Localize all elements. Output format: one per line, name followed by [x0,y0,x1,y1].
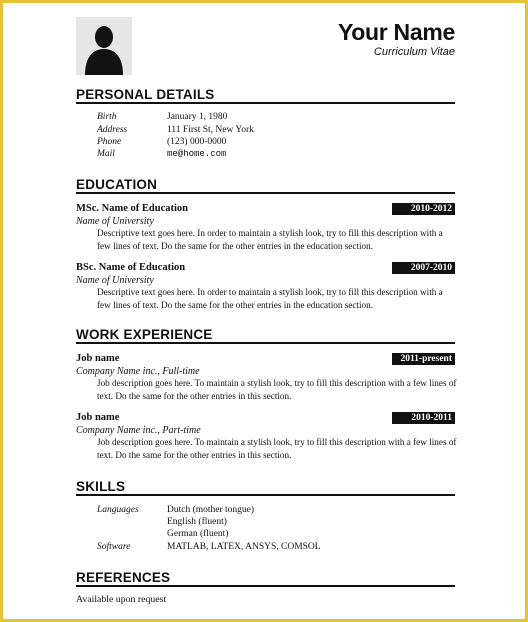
skills-language-item: German (fluent) [167,529,229,539]
date-badge [392,203,455,215]
section-title-work: WORK EXPERIENCE [76,327,213,342]
personal-label-address: Address [97,125,128,135]
personal-label-mail: Mail [97,149,115,159]
section-rule [76,342,455,344]
personal-label-birth: Birth [97,112,117,122]
date-badge [392,262,455,274]
person-silhouette-icon [76,17,132,75]
work-entry-company: Company Name inc., Full-time [76,366,200,377]
section-title-skills: SKILLS [76,479,126,494]
education-entry-description: Descriptive text goes here. In order to maintain a stylish look, try to fill this description with a few lines of text. Do the same for the other entries in the education section. [97,228,443,251]
section-title-references: REFERENCES [76,570,171,585]
section-title-personal: PERSONAL DETAILS [76,87,215,102]
section-title-education: EDUCATION [76,177,158,192]
personal-value-address: 111 First St, New York [167,125,254,135]
date-badge-text: 2011-present [400,354,452,364]
date-badge-text: 2007-2010 [410,263,452,273]
work-entry-title: Job name [76,353,120,364]
personal-value-phone: (123) 000-0000 [167,137,227,147]
profile-photo [76,17,132,75]
skills-label-languages: Languages [97,505,139,515]
education-entry-title: BSc. Name of Education [76,262,186,273]
section-rule [76,494,455,496]
personal-value-birth: January 1, 1980 [167,112,228,122]
page-frame [3,3,525,619]
personal-value-mail[interactable]: me@home.com [167,149,227,159]
references-text: Available upon request [76,594,167,605]
education-entry-description: Descriptive text goes here. In order to maintain a stylish look, try to fill this description with a few lines of text. Do the same for the other entries in the education section. [97,287,443,310]
skills-software-list: MATLAB, LATEX, ANSYS, COMSOL [167,542,321,552]
date-badge-text: 2010-2011 [411,413,452,423]
skills-language-item: English (fluent) [167,517,227,527]
cv-subtitle: Curriculum Vitae [373,46,455,58]
section-rule [76,102,455,104]
education-entry-institution: Name of University [76,216,154,227]
date-badge [392,353,455,365]
section-rule [76,585,455,587]
education-entry-institution: Name of University [76,275,154,286]
work-entry-description: Job description goes here. To maintain a stylish look, try to fill this description with a few lines of text. Do the same for the other entries in this section. [97,437,457,460]
skills-label-software: Software [97,542,131,552]
work-entry-description: Job description goes here. To maintain a stylish look, try to fill this description with a few lines of text. Do the same for the other entries in this section. [97,378,457,401]
personal-label-phone: Phone [97,137,122,147]
date-badge-text: 2010-2012 [410,204,452,214]
work-entry-company: Company Name inc., Part-time [76,425,201,436]
name-heading: Your Name [337,19,455,45]
work-entry-title: Job name [76,412,120,423]
skills-language-item: Dutch (mother tongue) [167,505,255,515]
education-entry-title: MSc. Name of Education [76,203,188,214]
cv-page [3,3,525,619]
date-badge [392,412,455,424]
section-rule [76,192,455,194]
